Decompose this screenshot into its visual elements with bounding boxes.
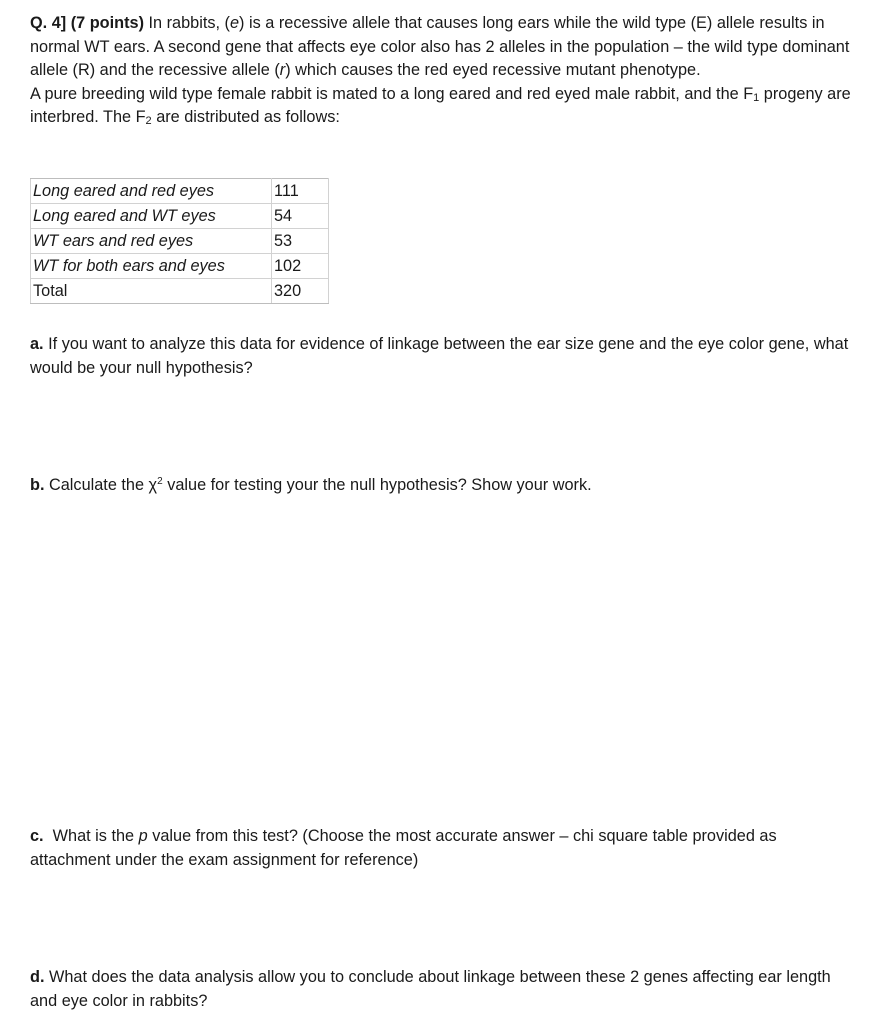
- cross-paragraph: [30, 83, 856, 130]
- phenotype-cell: Total: [31, 279, 272, 304]
- question-b-text: [30, 474, 856, 498]
- question-c: [30, 825, 856, 872]
- chi-square-superscript: 2: [157, 476, 163, 487]
- question-c-label: c.: [30, 827, 44, 845]
- count-cell: 53: [272, 229, 329, 254]
- cross-text-3: are distributed as follows:: [151, 108, 340, 127]
- f2-distribution-table: [30, 178, 329, 304]
- cross-text-1: A pure breeding wild type female rabbit is mated to a long eared and red eyed male rabbit, and the F: [30, 84, 754, 103]
- question-points: (7 points): [70, 14, 144, 32]
- f1-subscript: 1: [753, 91, 760, 104]
- count-cell: 320: [272, 279, 329, 304]
- question-d: [30, 966, 856, 1013]
- cross-text-2: progeny are interbred. The F: [30, 84, 851, 127]
- question-b-label: b.: [30, 476, 45, 494]
- question-b-body-2: value for testing your the null hypothesis? Show your work.: [162, 476, 592, 494]
- question-d-label: d.: [30, 968, 45, 986]
- question-a-label: a.: [30, 335, 44, 353]
- table-row: [31, 254, 329, 279]
- allele-e: e: [229, 14, 240, 32]
- intro-text-3: ) which causes the red eyed recessive mutant phenotype.: [285, 61, 701, 80]
- table-row: [31, 204, 329, 229]
- question-number: Q. 4]: [30, 14, 67, 32]
- question-a: [30, 333, 856, 380]
- question-intro: [30, 12, 856, 130]
- question-a-body: If you want to analyze this data for evidence of linkage between the ear size gene and the eye color gene, what would be your null hypothesis?: [30, 335, 849, 377]
- p-italic: p: [138, 827, 148, 845]
- question-d-text: [30, 966, 856, 1013]
- phenotype-cell: WT ears and red eyes: [31, 229, 272, 254]
- intro-text-1: In rabbits, (: [148, 14, 230, 32]
- intro-paragraph: [30, 12, 856, 83]
- allele-r: r: [279, 61, 286, 80]
- count-cell: 102: [272, 254, 329, 279]
- phenotype-cell: Long eared and WT eyes: [31, 204, 272, 229]
- question-c-body-1: What is the: [43, 827, 139, 845]
- question-a-text: [30, 333, 856, 380]
- phenotype-cell: WT for both ears and eyes: [31, 254, 272, 279]
- table-row: [31, 279, 329, 304]
- table-row: [31, 179, 329, 204]
- intro-text-2: ) is a recessive allele that causes long ears while the wild type (E) allele results in normal WT ears. A second gene that affects eye color also has 2 alleles in the population – the wild type dominant allele (R) and the recessive allele (: [30, 14, 850, 80]
- question-c-text: [30, 825, 856, 872]
- count-cell: 54: [272, 204, 329, 229]
- table-row: [31, 229, 329, 254]
- question-b: [30, 474, 856, 498]
- question-b-body-1: Calculate the χ: [44, 476, 158, 494]
- count-cell: 111: [272, 179, 329, 204]
- question-d-body: What does the data analysis allow you to conclude about linkage between these 2 genes affecting ear length and eye color in rabbits?: [30, 968, 831, 1010]
- question-c-body-2: value from this test? (Choose the most accurate answer – chi square table provided as attachment under the exam assignment for reference): [30, 827, 777, 869]
- f2-subscript: 2: [145, 115, 152, 128]
- phenotype-cell: Long eared and red eyes: [31, 179, 272, 204]
